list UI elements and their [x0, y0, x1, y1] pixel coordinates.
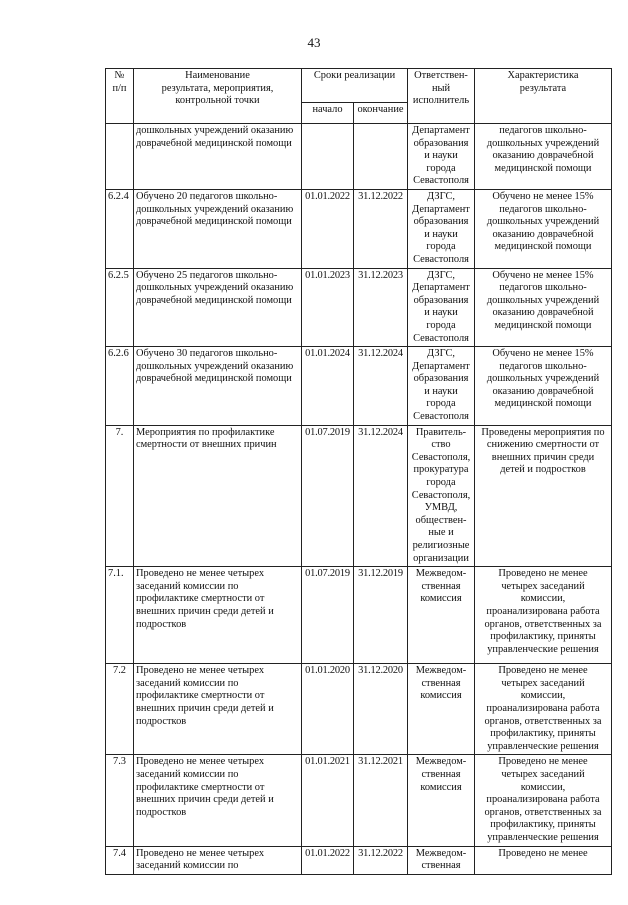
row-start-date: 01.01.2021 — [302, 755, 354, 846]
row-end-date: 31.12.2022 — [354, 846, 408, 874]
row-responsible: Межведом- ственная комиссия — [408, 567, 475, 664]
row-result: Проведены мероприятия по снижению смертности от внешних причин среди детей и подростков — [475, 425, 612, 567]
header-terms: Сроки реализации — [302, 69, 408, 103]
row-responsible: Правитель- ство Севастополя, прокуратура города Севастополя, УМВД, обществен- ные и религиозные организации — [408, 425, 475, 567]
row-responsible: ДЗГС, Департамент образования и науки города Севастополя — [408, 347, 475, 426]
table-row — [106, 846, 612, 874]
table-row — [106, 347, 612, 426]
row-num: 6.2.4 — [106, 189, 134, 268]
row-name: Проведено не менее четырех заседаний комиссии по профилактике смертности от внешних причин среди детей и подростков — [134, 664, 302, 755]
row-result: Проведено не менее четырех заседаний комиссии, проанализирована работа органов, ответственных за профилактику, приняты управленческие решения — [475, 664, 612, 755]
row-name: Мероприятия по профилактике смертности от внешних причин — [134, 425, 302, 567]
table-row — [106, 664, 612, 755]
row-start-date: 01.01.2024 — [302, 347, 354, 426]
table-row — [106, 268, 612, 347]
table-row — [106, 567, 612, 664]
header-characteristic: Характеристика результата — [475, 69, 612, 124]
header-num: № п/п — [106, 69, 134, 124]
row-responsible: ДЗГС, Департамент образования и науки города Севастополя — [408, 189, 475, 268]
row-name: Обучено 30 педагогов школьно- дошкольных учреждений оказанию доврачебной медицинской помощи — [134, 347, 302, 426]
row-num — [106, 124, 134, 190]
row-responsible: Межведом- ственная комиссия — [408, 755, 475, 846]
header-end: окончание — [354, 103, 408, 124]
row-start-date: 01.07.2019 — [302, 425, 354, 567]
row-end-date: 31.12.2024 — [354, 425, 408, 567]
row-result: Обучено не менее 15% педагогов школьно- дошкольных учреждений оказанию доврачебной медицинской помощи — [475, 268, 612, 347]
plan-table — [105, 68, 612, 875]
table-row — [106, 755, 612, 846]
row-result: Проведено не менее — [475, 846, 612, 874]
row-end-date — [354, 124, 408, 190]
row-start-date: 01.01.2020 — [302, 664, 354, 755]
row-result: Обучено не менее 15% педагогов школьно- дошкольных учреждений оказанию доврачебной медицинской помощи — [475, 347, 612, 426]
row-start-date: 01.07.2019 — [302, 567, 354, 664]
row-name: Обучено 20 педагогов школьно- дошкольных учреждений оказанию доврачебной медицинской помощи — [134, 189, 302, 268]
row-name: дошкольных учреждений оказанию доврачебной медицинской помощи — [134, 124, 302, 190]
row-responsible: Межведом- ственная — [408, 846, 475, 874]
row-name: Проведено не менее четырех заседаний комиссии по профилактике смертности от внешних причин среди детей и подростков — [134, 567, 302, 664]
row-responsible: Департамент образования и науки города Севастополя — [408, 124, 475, 190]
table-row — [106, 124, 612, 190]
row-start-date — [302, 124, 354, 190]
row-end-date: 31.12.2020 — [354, 664, 408, 755]
header-row — [106, 69, 612, 103]
row-num: 6.2.5 — [106, 268, 134, 347]
row-num: 7.4 — [106, 846, 134, 874]
header-responsible: Ответствен- ный исполнитель — [408, 69, 475, 124]
header-start: начало — [302, 103, 354, 124]
page-number: 43 — [307, 35, 321, 50]
row-num: 7. — [106, 425, 134, 567]
row-result: Обучено не менее 15% педагогов школьно- дошкольных учреждений оказанию доврачебной медицинской помощи — [475, 189, 612, 268]
row-end-date: 31.12.2023 — [354, 268, 408, 347]
row-num: 7.1. — [106, 567, 134, 664]
row-responsible: ДЗГС, Департамент образования и науки города Севастополя — [408, 268, 475, 347]
row-name: Обучено 25 педагогов школьно- дошкольных учреждений оказанию доврачебной медицинской помощи — [134, 268, 302, 347]
row-result: Проведено не менее четырех заседаний комиссии, проанализирована работа органов, ответственных за профилактику, приняты управленческие решения — [475, 755, 612, 846]
row-responsible: Межведом- ственная комиссия — [408, 664, 475, 755]
row-result: Проведено не менее четырех заседаний комиссии, проанализирована работа органов, ответственных за профилактику, приняты управленческие решения — [475, 567, 612, 664]
row-name: Проведено не менее четырех заседаний комиссии по — [134, 846, 302, 874]
row-num: 7.3 — [106, 755, 134, 846]
row-start-date: 01.01.2022 — [302, 846, 354, 874]
row-start-date: 01.01.2023 — [302, 268, 354, 347]
row-end-date: 31.12.2024 — [354, 347, 408, 426]
row-num: 6.2.6 — [106, 347, 134, 426]
row-name: Проведено не менее четырех заседаний комиссии по профилактике смертности от внешних причин среди детей и подростков — [134, 755, 302, 846]
table-row — [106, 189, 612, 268]
row-start-date: 01.01.2022 — [302, 189, 354, 268]
table-row — [106, 425, 612, 567]
row-end-date: 31.12.2021 — [354, 755, 408, 846]
row-result: педагогов школьно- дошкольных учреждений оказанию доврачебной медицинской помощи — [475, 124, 612, 190]
header-name: Наименование результата, мероприятия, контрольной точки — [134, 69, 302, 124]
row-end-date: 31.12.2019 — [354, 567, 408, 664]
row-end-date: 31.12.2022 — [354, 189, 408, 268]
row-num: 7.2 — [106, 664, 134, 755]
